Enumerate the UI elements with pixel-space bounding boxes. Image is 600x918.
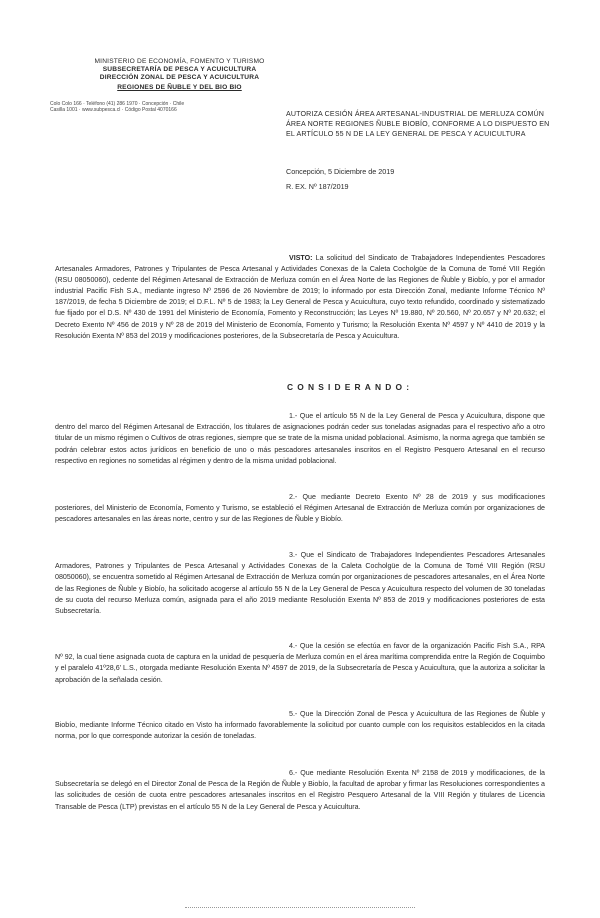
place-date: Concepción, 5 Diciembre de 2019 [286,167,395,176]
resolution-number: R. EX. Nº 187/2019 [286,182,349,191]
direccion-line: DIRECCIÓN ZONAL DE PESCA Y ACUICULTURA [99,74,260,82]
footer-divider [185,907,415,908]
address-line-1: Colo Colo 166 · Teléfono (41) 286 1970 · Concepción · Chile [50,101,185,107]
regions-line: REGIONES DE ÑUBLE Y DEL BIO BIO [117,83,242,91]
ministry-line: MINISTERIO DE ECONOMÍA, FOMENTO Y TURISMO [94,58,265,65]
considerando-paragraph-3: 3.- Que el Sindicato de Trabajadores Independientes Pescadores Artesanales Armadores, Patrones y Tripulantes de Pesca Artesanal y Actividades Conexas de la Caleta Cocholgüe de la Comuna de Tomé VIII Región (RSU 08050060), se encuentra sometido al Régimen Artesanal de Extracción de Merluza común por organizaciones de pescadores artesanales, en el Área Norte de las Regiones de Ñuble y Biobío, ha solicitado acogerse al artículo 55 N de la Ley General de Pesca y Acuicultura respecto del volumen de 30 toneladas de su cuota del recurso Merluza común, asignada para el año 2019 mediante Resolución Exenta Nº 853 de 2019 y modificaciones posteriores de esta Subsecretaría. [55,551,545,616]
subsecretaria-line: SUBSECRETARÍA DE PESCA Y ACUICULTURA [102,66,257,74]
considerando-paragraph-1: 1.- Que el artículo 55 N de la Ley General de Pesca y Acuicultura, dispone que dentro del marco del Régimen Artesanal de Extracción, los titulares de asignaciones podrán ceder sus toneladas asignadas para el respectivo año a otro titular de un mismo régimen o Cultivos de otras regiones, siempre que se trate de la misma unidad poblacional. Asimismo, la norma agrega que también se podrán celebrar estos actos jurídicos en beneficio de uno o más pescadores artesanales inscritos en el Registro Pesquero Artesanal en el recurso respectivo en regiones no sometidas al régimen y dentro de la misma unidad poblacional. [55,412,545,465]
address-line-2: Casilla 1001 · www.subpesca.cl · Código Postal 4070166 [50,107,177,114]
resolution-subject: AUTORIZA CESIÓN ÁREA ARTESANAL-INDUSTRIAL DE MERLUZA COMÚN ÁREA NORTE REGIONES ÑUBLE BIOBÍO, CONFORME A LO DISPUESTO EN EL ARTÍCULO 55 N DE LA LEY GENERAL DE PESCA Y ACUICULTURA [286,110,550,138]
considerando-paragraph-4: 4.- Que la cesión se efectúa en favor de la organización Pacific Fish S.A., RPA Nº 92, la cual tiene asignada cuota de captura en la unidad de pesquería de Merluza común en el área marítima comprendida entre la Región de Coquimbo y el paralelo 41º28,6' L.S., otorgada mediante Resolución Exenta Nº 4597 de 2019, de la Subsecretaría de Pesca y Acuicultura, que la autoriza a solicitar la aprobación de la señalada cesión. [55,642,545,684]
letterhead [52,58,307,92]
considerando-paragraph-5: 5.- Que la Dirección Zonal de Pesca y Acuicultura de las Regiones de Ñuble y Biobío, mediante Informe Técnico citado en Visto ha informado favorablemente la solicitud por cuanto cumple con los requisitos establecidos en la citada norma, por lo que corresponde autorizar la cesión de toneladas. [55,710,545,741]
considerando-paragraph-6: 6.- Que mediante Resolución Exenta Nº 2158 de 2019 y modificaciones, de la Subsecretaría se delegó en el Director Zonal de Pesca de la Región de Ñuble y Biobío, la facultad de aprobar y firmar las Resoluciones correspondientes a las solicitudes de cesión de cuota entre pescadores artesanales inscritos en el Registro Pesquero Artesanal de la VIII Región y titulares de Licencia Transable de Pesca (LTP) previstas en el artículo 55 N de la Ley General de Pesca y Acuicultura. [55,769,545,811]
visto-text: La solicitud del Sindicato de Trabajadores Independientes Pescadores Artesanales Armadores, Patrones y Tripulantes de Pesca Artesanal y Actividades Conexas de la Caleta Cocholgüe de la Comuna de Tomé VIII Región (RSU 08050060), cedente del Régimen Artesanal de Extracción de Merluza común en el Área Norte de las Regiones de Ñuble y Biobío, y por el armador industrial Pacific Fish S.A., mediante ingreso Nº 2596 de 26 Noviembre de 2019; lo informado por esta Dirección Zonal, mediante Informe Técnico Nº 187/2019, de fecha 5 Diciembre de 2019; el D.F.L. Nº 5 de 1983; la Ley General de Pesca y Acuicultura, cuyo texto refundido, coordinado y sistematizado fue fijado por el D.S. Nº 430 de 1991 del Ministerio de Economía, Fomento y Reconstrucción; las Leyes Nº 19.880, Nº 20.560, Nº 20.657 y Nº 20.632; el Decreto Exento Nº 456 de 2019 y Nº 28 de 2019 del Ministerio de Economía, Fomento y Turismo; la Resolución Exenta Nº 4597 y Nº 4410 de 2019 y la Resolución Exenta Nº 853 del 2019 y modificaciones posteriores, de la Subsecretaría de Pesca y Acuicultura. [55,254,545,340]
visto-lead: VISTO: [289,254,313,262]
address-block [50,101,320,113]
visto-paragraph [55,253,545,342]
considerando-paragraph-2: 2.- Que mediante Decreto Exento Nº 28 de 2019 y sus modificaciones posteriores, del Ministerio de Economía, Fomento y Turismo, se estableció el Régimen Artesanal de Extracción de Merluza común por organizaciones de pescadores artesanales en las áreas norte, centro y sur de las Regiones de Ñuble y Biobío. [55,493,545,524]
considerando-heading: CONSIDERANDO: [287,382,414,392]
